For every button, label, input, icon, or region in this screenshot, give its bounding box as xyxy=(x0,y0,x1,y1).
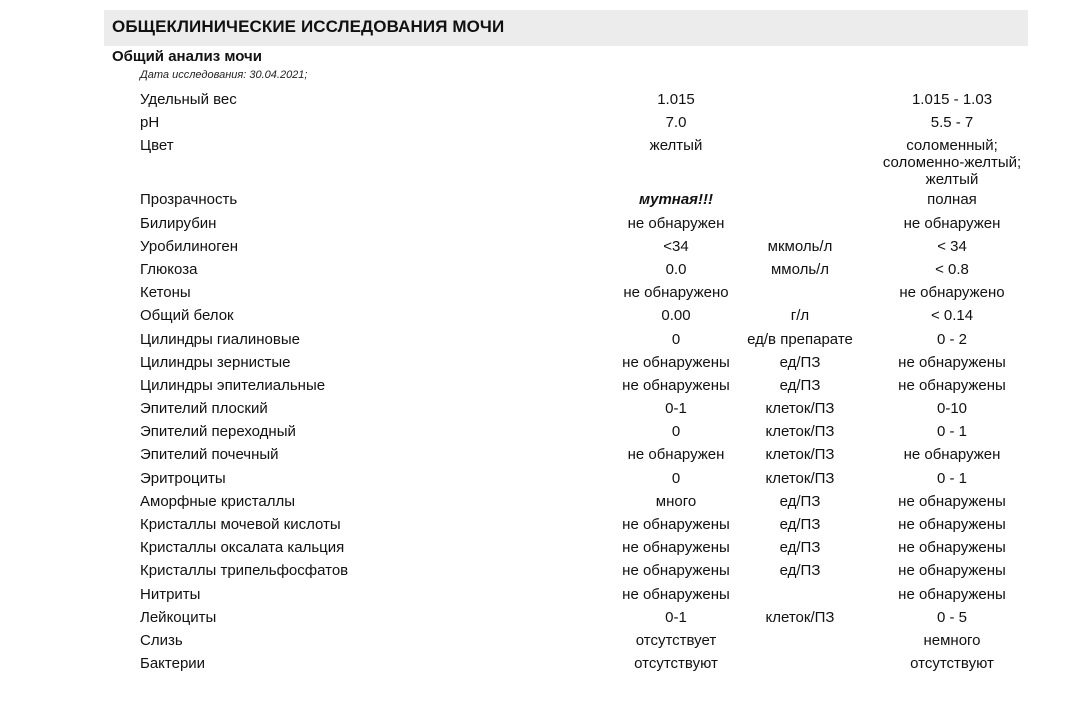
table-row xyxy=(0,470,1080,493)
test-name: Эритроциты xyxy=(140,469,226,487)
test-value: не обнаружены xyxy=(622,585,730,603)
test-name: Эпителий почечный xyxy=(140,446,279,464)
reference-range: 0-10 xyxy=(936,400,968,418)
table-row xyxy=(0,377,1080,400)
reference-range: 0 - 5 xyxy=(936,608,967,626)
test-name: Лейкоциты xyxy=(140,608,217,626)
reference-range: 5.5 - 7 xyxy=(930,114,974,132)
reference-range: не обнаружены xyxy=(898,492,1006,510)
test-name: Кристаллы трипельфосфатов xyxy=(140,562,349,580)
test-name: Прозрачность xyxy=(140,191,238,209)
reference-range: 0 - 1 xyxy=(936,423,967,441)
table-row xyxy=(0,114,1080,137)
test-value: отсутствует xyxy=(635,631,717,649)
reference-range: не обнаружены xyxy=(898,539,1006,557)
test-name: Уробилиноген xyxy=(140,237,239,255)
test-name: Билирубин xyxy=(140,214,217,232)
test-name: Нитриты xyxy=(140,585,201,603)
test-value: не обнаружен xyxy=(627,446,725,464)
test-unit: г/л xyxy=(790,307,810,325)
page-title: ОБЩЕКЛИНИЧЕСКИЕ ИССЛЕДОВАНИЯ МОЧИ xyxy=(112,17,505,36)
test-name: Глюкоза xyxy=(140,260,198,278)
test-name: pH xyxy=(140,114,160,132)
reference-range: не обнаружено xyxy=(899,284,1005,302)
test-unit: клеток/ПЗ xyxy=(765,446,835,464)
table-row xyxy=(0,586,1080,609)
test-value: 0 xyxy=(671,330,681,348)
table-row xyxy=(0,331,1080,354)
test-value: не обнаружены xyxy=(622,539,730,557)
table-row xyxy=(0,423,1080,446)
table-row xyxy=(0,307,1080,330)
test-name: Бактерии xyxy=(140,655,206,673)
test-value: 0-1 xyxy=(665,608,687,626)
reference-range: 1.015 - 1.03 xyxy=(911,91,993,108)
test-unit: ед/ПЗ xyxy=(779,376,821,394)
test-unit: ммоль/л xyxy=(770,260,830,278)
test-name: Кетоны xyxy=(140,284,191,302)
reference-range: < 34 xyxy=(937,237,967,255)
test-value: 0-1 xyxy=(665,400,687,418)
test-name: Удельный вес xyxy=(140,91,237,108)
test-value: не обнаружены xyxy=(622,562,730,580)
test-value: много xyxy=(655,492,697,510)
reference-range: < 0.14 xyxy=(930,307,974,325)
reference-range: не обнаружены xyxy=(898,562,1006,580)
reference-range: не обнаружены xyxy=(898,353,1006,371)
test-unit: ед/ПЗ xyxy=(779,353,821,371)
test-name: Эпителий плоский xyxy=(140,400,268,418)
reference-range: 0 - 1 xyxy=(936,469,967,487)
test-unit: мкмоль/л xyxy=(767,237,833,255)
reference-range: отсутствуют xyxy=(910,655,994,673)
table-row xyxy=(0,632,1080,655)
test-unit: ед/ПЗ xyxy=(779,492,821,510)
table-row xyxy=(0,261,1080,284)
test-value-flagged: мутная!!! xyxy=(639,191,713,209)
table-row xyxy=(0,516,1080,539)
test-name: Аморфные кристаллы xyxy=(140,492,296,510)
table-row xyxy=(0,539,1080,562)
test-unit: клеток/ПЗ xyxy=(765,400,835,418)
table-row xyxy=(0,354,1080,377)
reference-range: полная xyxy=(927,191,977,209)
test-value: не обнаружены xyxy=(622,353,730,371)
test-name: Кристаллы оксалата кальция xyxy=(140,539,345,557)
table-row xyxy=(0,446,1080,469)
test-name: Кристаллы мочевой кислоты xyxy=(140,516,341,533)
test-value: не обнаружены xyxy=(622,376,730,394)
reference-range: немного xyxy=(923,631,981,649)
test-value: 7.0 xyxy=(665,114,687,132)
reference-range: не обнаружены xyxy=(898,585,1006,603)
test-value: 1.015 xyxy=(657,91,695,108)
table-row xyxy=(0,562,1080,585)
test-name: Цилиндры зернистые xyxy=(140,353,291,371)
reference-range: не обнаружены xyxy=(898,516,1006,533)
test-unit: ед/ПЗ xyxy=(779,539,821,557)
test-value: 0.00 xyxy=(661,307,691,325)
reference-range: не обнаружен xyxy=(903,446,1001,464)
table-row xyxy=(0,493,1080,516)
table-row xyxy=(0,238,1080,261)
table-row xyxy=(0,137,1080,191)
test-value: желтый xyxy=(649,137,703,155)
test-value: отсутствуют xyxy=(634,655,718,673)
test-unit: ед/ПЗ xyxy=(779,562,821,580)
test-value: не обнаружен xyxy=(627,214,725,232)
section-title: Общий анализ мочи xyxy=(112,48,262,65)
test-value: не обнаружено xyxy=(623,284,729,302)
reference-range: не обнаружены xyxy=(898,376,1006,394)
test-value: 0.0 xyxy=(665,260,687,278)
test-value: <34 xyxy=(663,237,689,255)
test-name: Слизь xyxy=(140,631,183,649)
test-name: Общий белок xyxy=(140,307,234,325)
test-value: 0 xyxy=(671,469,681,487)
table-row xyxy=(0,191,1080,214)
table-row xyxy=(0,215,1080,238)
test-value: не обнаружены xyxy=(622,516,730,533)
test-unit: ед/в препарате xyxy=(747,330,853,348)
table-row xyxy=(0,400,1080,423)
test-name: Цилиндры гиалиновые xyxy=(140,330,300,348)
test-unit: ед/ПЗ xyxy=(779,516,821,533)
study-date: Дата исследования: 30.04.2021; xyxy=(140,69,308,81)
test-name: Эпителий переходный xyxy=(140,423,296,441)
test-unit: клеток/ПЗ xyxy=(765,608,835,626)
table-row xyxy=(0,284,1080,307)
table-row xyxy=(0,91,1080,114)
reference-range: 0 - 2 xyxy=(936,330,967,348)
reference-range: не обнаружен xyxy=(903,214,1001,232)
results-table xyxy=(0,91,1080,678)
table-row xyxy=(0,655,1080,678)
test-unit: клеток/ПЗ xyxy=(765,469,835,487)
test-unit: клеток/ПЗ xyxy=(765,423,835,441)
test-name: Цвет xyxy=(140,137,174,155)
reference-range: < 0.8 xyxy=(935,260,969,278)
test-value: 0 xyxy=(671,423,681,441)
table-row xyxy=(0,609,1080,632)
reference-range: соломенный; соломенно-желтый; желтый xyxy=(882,137,1022,189)
test-name: Цилиндры эпителиальные xyxy=(140,376,326,394)
